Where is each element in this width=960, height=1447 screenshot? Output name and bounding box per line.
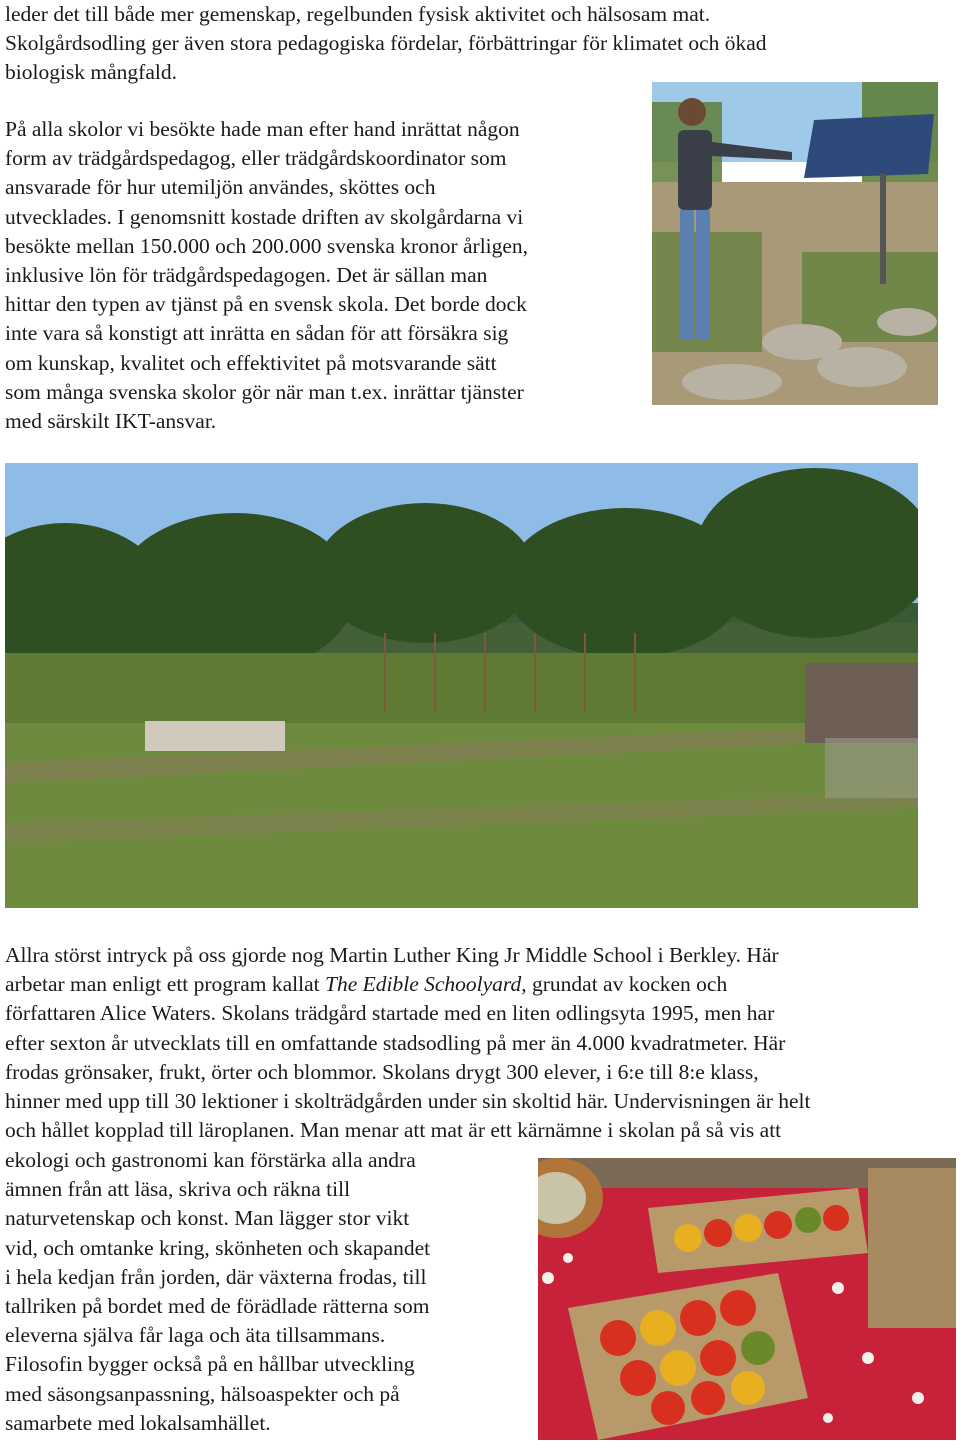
text-line: med särskilt IKT-ansvar.	[5, 409, 217, 434]
text-line: efter sexton år utvecklats till en omfattande stadsodling på mer än 4.000 kvadratmeter. Här	[5, 1030, 786, 1055]
text-line: vid, och omtanke kring, skönheten och skapandet	[5, 1235, 431, 1260]
text-line: På alla skolor vi besökte hade man efter hand inrättat någon	[5, 117, 520, 141]
text-line: och hållet kopplad till läroplanen. Man menar att mat är ett kärnämne i skolan på så vis att	[5, 1118, 782, 1143]
text-line: inklusive lön för trädgårdspedagogen. Det är sällan man	[5, 263, 488, 288]
ecology-paragraph	[5, 1146, 430, 1438]
text-segment: , grundat av kocken och	[521, 972, 728, 997]
text-line: besökte mellan 150.000 och 200.000 svenska kronor årligen,	[5, 233, 529, 258]
text-line: inte vara så konstigt att inrätta en sådan för att försäkra sig	[5, 321, 509, 346]
text-line: hinner med upp till 30 lektioner i skolträdgården under sin skoltid här. Undervisningen är helt	[5, 1089, 811, 1114]
text-line: ekologi och gastronomi kan förstärka alla andra	[5, 1148, 416, 1172]
coordinator-paragraph	[5, 115, 528, 436]
text-line: frodas grönsaker, frukt, örter och blommor. Skolans drygt 300 elever, i 6:e till 8:e klass,	[5, 1059, 759, 1084]
text-line: samarbete med lokalsamhället.	[5, 1410, 271, 1435]
school-garden-illustration	[5, 463, 918, 908]
text-line: i hela kedjan från jorden, där växterna frodas, till	[5, 1264, 427, 1289]
school-garden-photo	[5, 463, 918, 908]
garden-teacher-photo	[652, 82, 938, 405]
text-line: som många svenska skolor gör när man t.ex. inrättar tjänster	[5, 379, 524, 404]
text-line: Allra störst intryck på oss gjorde nog Martin Luther King Jr Middle School i Berkley. Här	[5, 943, 779, 967]
text-line: Skolgårdsodling ger även stora pedagogiska fördelar, förbättringar för klimatet och ökad	[5, 31, 767, 56]
text-line: naturvetenskap och konst. Man lägger stor vikt	[5, 1206, 410, 1231]
edible-schoolyard-paragraph	[5, 941, 810, 1145]
text-line: ämnen från att läsa, skriva och räkna till	[5, 1177, 351, 1202]
intro-paragraph	[5, 0, 767, 88]
text-line: med säsongsanpassning, hälsoaspekter och på	[5, 1381, 400, 1406]
text-line: ansvarade för hur utemiljön användes, sköttes och	[5, 175, 436, 200]
garden-teacher-illustration	[652, 82, 938, 405]
text-line	[5, 970, 810, 999]
text-line: utvecklades. I genomsnitt kostade driften av skolgårdarna vi	[5, 204, 524, 229]
text-line: Filosofin bygger också på en hållbar utveckling	[5, 1352, 415, 1377]
text-line: tallriken på bordet med de förädlade rätterna som	[5, 1294, 430, 1319]
text-line: författaren Alice Waters. Skolans trädgård startade med en liten odlingsyta 1995, men har	[5, 1001, 775, 1026]
text-segment: arbetar man enligt ett program kallat	[5, 972, 325, 997]
text-line: form av trädgårdspedagog, eller trädgårdskoordinator som	[5, 146, 507, 171]
tomato-platter-photo	[538, 1158, 956, 1440]
text-line: om kunskap, kvalitet och effektivitet på motsvarande sätt	[5, 350, 497, 375]
tomato-platter-illustration	[538, 1158, 956, 1440]
text-line: eleverna själva får laga och äta tillsammans.	[5, 1323, 386, 1348]
program-title: The Edible Schoolyard	[324, 972, 522, 997]
text-line: biologisk mångfald.	[5, 60, 177, 85]
text-line: hittar den typen av tjänst på en svensk skola. Det borde dock	[5, 292, 527, 317]
text-line: leder det till både mer gemenskap, regelbunden fysisk aktivitet och hälsosam mat.	[5, 2, 711, 26]
